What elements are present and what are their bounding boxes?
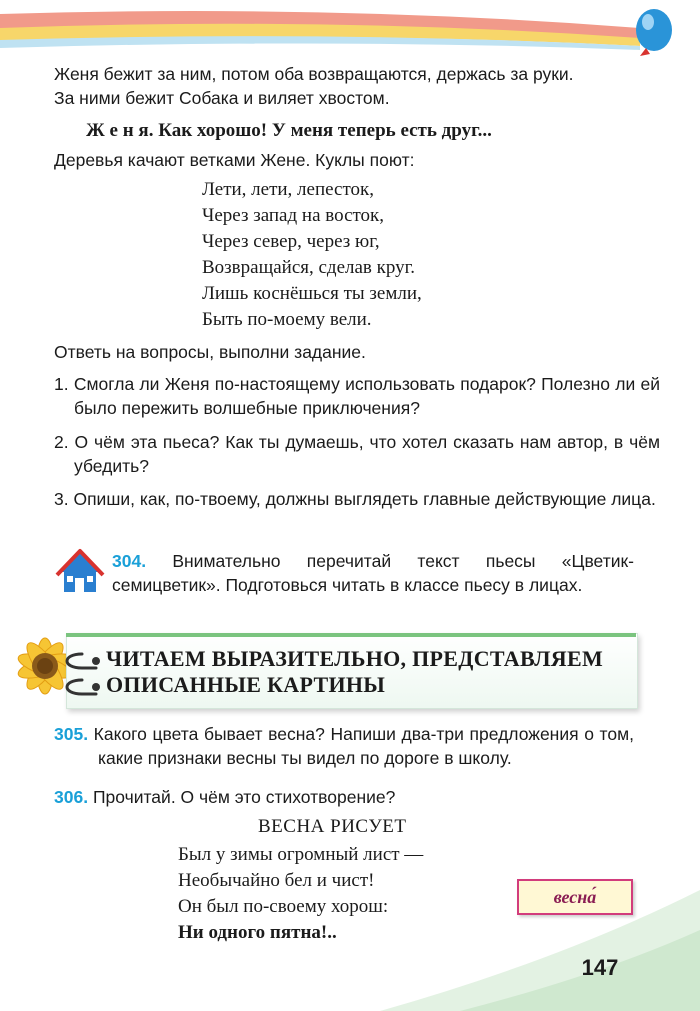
song-line: Возвращайся, сделав круг.: [202, 257, 416, 278]
exercise-number: 306.: [54, 787, 89, 807]
song-line: Через запад на восток,: [202, 205, 385, 226]
spiral-binding-icon: [52, 640, 102, 702]
song-line: Быть по-моему вели.: [202, 309, 372, 330]
intro-line-1: Женя бежит за ним, потом оба возвращаются, держась за руки.: [54, 64, 574, 84]
intro-paragraph: [54, 62, 644, 110]
vocabulary-note: весна́: [517, 879, 633, 915]
section-title-line-1: ЧИТАЕМ ВЫРАЗИТЕЛЬНО, ПРЕДСТАВЛЯЕМ: [106, 646, 604, 671]
trees-line: Деревья качают ветками Жене. Куклы поют:: [54, 150, 415, 170]
question-1: 1. Смогла ли Женя по-настоящему использовать подарок? Полезно ли ей было пережить волшебные приключения?: [54, 374, 660, 418]
exercise-number: 304.: [112, 551, 147, 571]
balloon-icon: [636, 9, 672, 56]
exercise-number: 305.: [54, 724, 89, 744]
section-title: [106, 646, 626, 698]
task-intro: Ответь на вопросы, выполни задание.: [54, 342, 366, 362]
question-2: 2. О чём эта пьеса? Как ты думаешь, что хотел сказать нам автор, в чём убедить?: [54, 432, 660, 476]
song-line: Лети, лети, лепесток,: [202, 179, 375, 200]
exercise-306: [54, 785, 395, 809]
page-number: 147: [581, 955, 619, 980]
poem-title: ВЕСНА РИСУЕТ: [258, 816, 407, 837]
poem-line: Он был по-своему хорош:: [178, 896, 389, 917]
intro-line-2: За ними бежит Собака и виляет хвостом.: [54, 88, 390, 108]
dialogue-line: [86, 118, 492, 144]
question-3: 3. Опиши, как, по-твоему, должны выглядеть главные действующие лица.: [54, 489, 656, 509]
exercise-text: Прочитай. О чём это стихотворение?: [92, 787, 396, 807]
song-line: Через север, через юг,: [202, 231, 380, 252]
poem-verse: [178, 842, 423, 946]
exercise-305: [54, 722, 634, 770]
poem-line: Был у зимы огромный лист —: [178, 844, 424, 865]
exercise-304: [112, 549, 634, 597]
dialogue-text: Как хорошо! У меня теперь есть друг...: [158, 120, 492, 141]
dialogue-speaker: Ж е н я.: [86, 120, 154, 141]
section-title-line-2: ОПИСАННЫЕ КАРТИНЫ: [106, 672, 386, 697]
section-banner-bar: [66, 633, 636, 637]
song-verse: [202, 177, 422, 333]
house-icon: [57, 551, 103, 592]
poem-line: Необычайно бел и чист!: [178, 870, 375, 891]
exercise-text: Внимательно перечитай текст пьесы «Цветик-семицветик». Подготовься читать в классе пьесу в лицах.: [112, 551, 634, 595]
poem-line: Ни одного пятна!..: [178, 922, 337, 943]
exercise-text: Какого цвета бывает весна? Напиши два-три предложения о том, какие признаки весны ты видел по дороге в школу.: [93, 724, 634, 768]
song-line: Лишь коснёшься ты земли,: [202, 283, 422, 304]
